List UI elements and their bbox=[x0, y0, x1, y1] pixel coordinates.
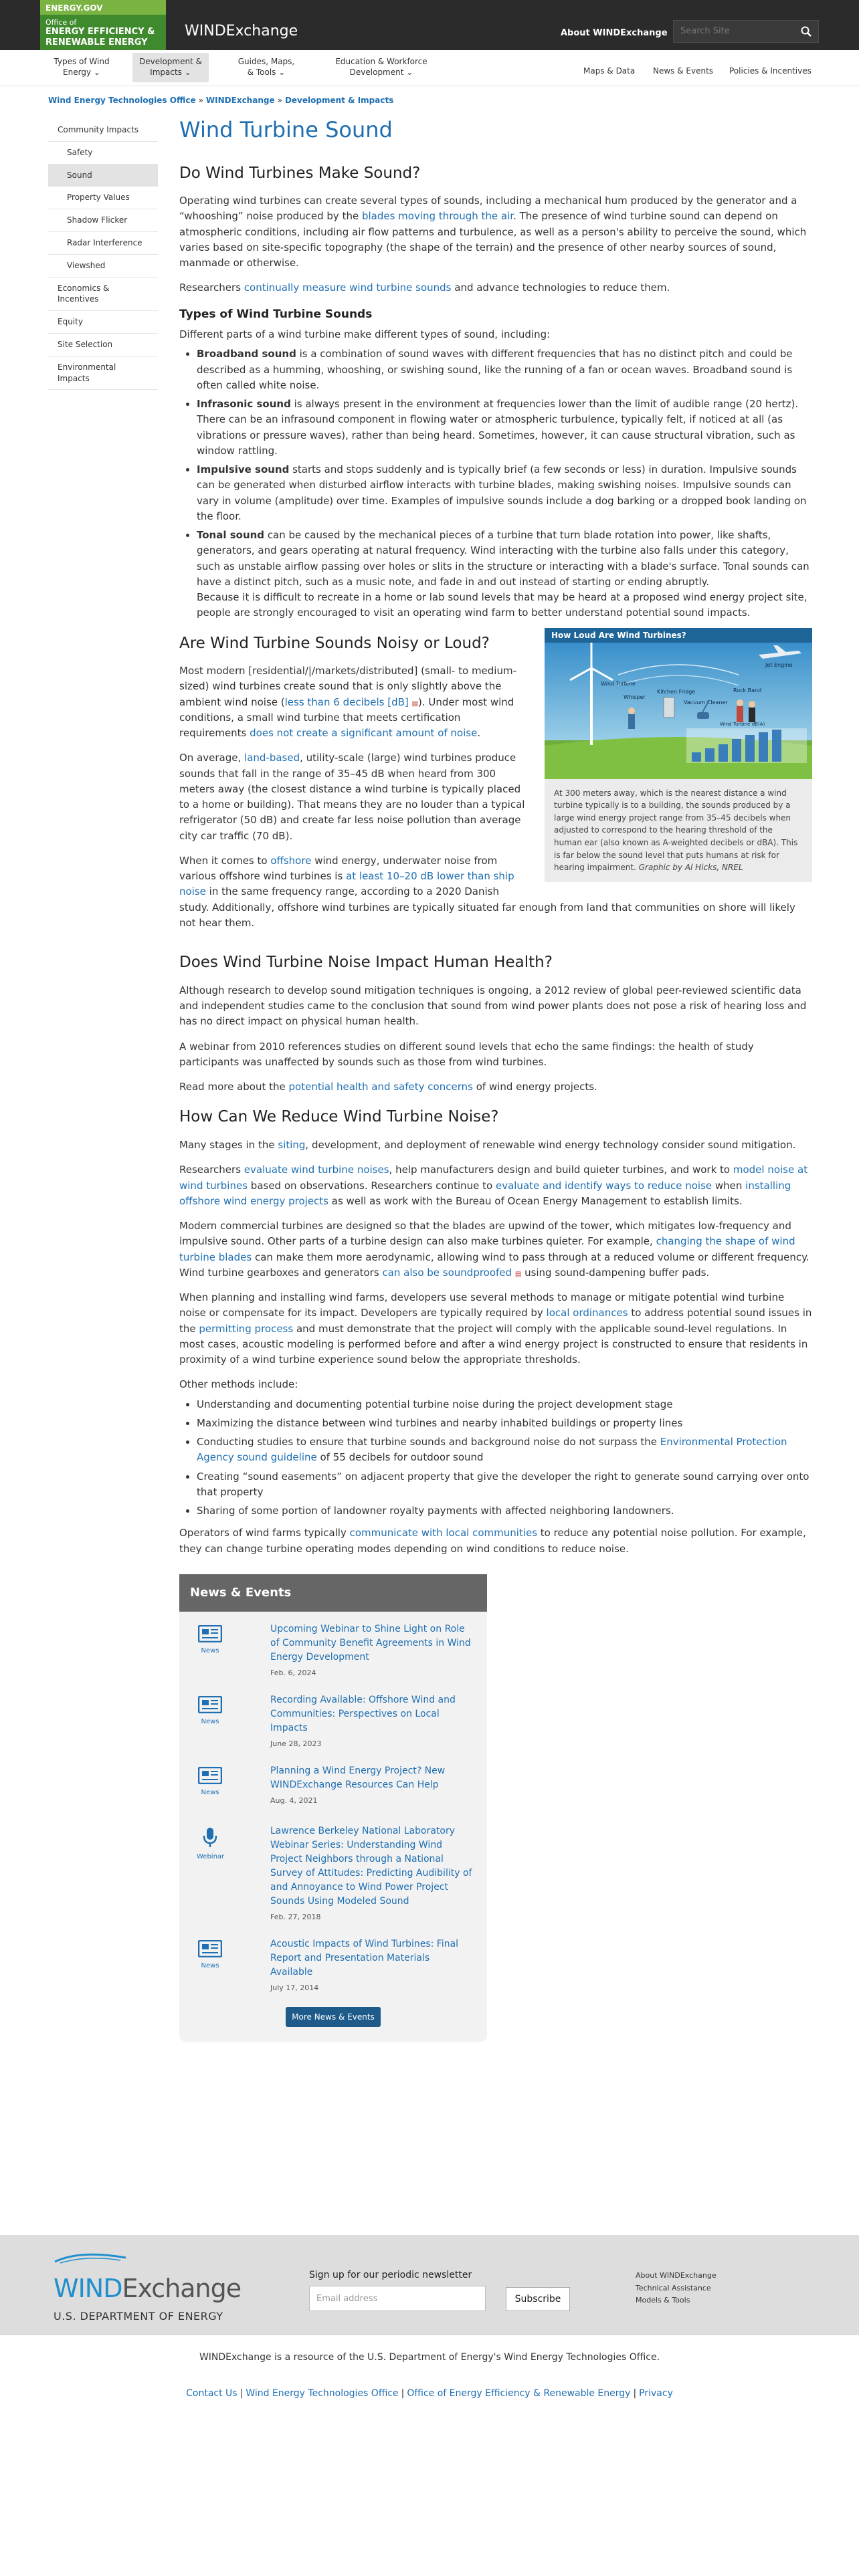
paragraph bbox=[179, 1290, 812, 1368]
news-title-link[interactable]: Planning a Wind Energy Project? New WINDExchange Resources Can Help bbox=[270, 1765, 446, 1790]
breadcrumb-link[interactable]: WINDExchange bbox=[205, 96, 275, 105]
main-content bbox=[179, 114, 812, 2042]
energy-gov-label: ENERGY.GOV bbox=[40, 0, 166, 15]
list-item: • Creating “sound easements” on adjacent property that give the developer the right to generate sound carrying over onto that property bbox=[197, 1469, 812, 1501]
news-type: News bbox=[201, 1647, 219, 1655]
subscribe-button[interactable]: Subscribe bbox=[506, 2287, 570, 2311]
text: and advance technologies to reduce them. bbox=[451, 282, 670, 294]
news-type: News bbox=[201, 1789, 219, 1797]
text: , help manufacturers design and build quieter turbines, and work to bbox=[389, 1164, 733, 1176]
text: Operators of wind farms typically bbox=[179, 1527, 350, 1539]
text: can make them more aerodynamic, allowing wind to pass through at a reduced volume or different frequency. Wind turbine gearboxes and generators bbox=[179, 1251, 809, 1279]
search-input[interactable] bbox=[674, 21, 794, 41]
sidebar-item-safety[interactable]: Safety bbox=[48, 142, 158, 165]
link[interactable]: siting bbox=[278, 1139, 306, 1151]
news-title-link[interactable]: Recording Available: Offshore Wind and Communities: Perspectives on Local Impacts bbox=[270, 1694, 456, 1733]
nav-label: Types of Wind bbox=[54, 57, 110, 66]
text: when bbox=[712, 1179, 746, 1192]
newspaper-icon bbox=[197, 1767, 223, 1798]
figure-caption bbox=[545, 779, 812, 882]
news-item bbox=[179, 1683, 487, 1753]
text: Conducting studies to ensure that turbine sounds and background noise do not surpass the bbox=[197, 1436, 660, 1448]
link[interactable]: blades moving through the air bbox=[361, 210, 514, 223]
office-line1: Office of bbox=[45, 18, 77, 27]
news-heading: News & Events bbox=[179, 1574, 487, 1612]
news-title-link[interactable]: Acoustic Impacts of Wind Turbines: Final Report and Presentation Materials Available bbox=[270, 1938, 459, 1977]
text: Because it is difficult to recreate in a home or lab sound levels that may be heard at a proposed wind energy project site, people are strongly encouraged to visit an operating wind farm to better understand potential sound impacts. bbox=[197, 591, 807, 619]
link[interactable]: evaluate wind turbine noises bbox=[244, 1164, 389, 1176]
paragraph bbox=[179, 1162, 812, 1209]
link[interactable]: local ordinances bbox=[546, 1307, 628, 1319]
pdf-icon: ▤ bbox=[411, 700, 419, 708]
section-heading: Are Wind Turbine Sounds Noisy or Loud? bbox=[179, 634, 490, 652]
link[interactable]: communicate with local communities bbox=[349, 1527, 538, 1539]
footer-link[interactable]: About WINDExchange bbox=[636, 2271, 717, 2280]
nav-label: & Tools bbox=[247, 67, 276, 77]
news-item bbox=[179, 1927, 487, 1998]
sidebar-item-viewshed[interactable]: Viewshed bbox=[48, 255, 158, 278]
paragraph: Other methods include: bbox=[179, 1378, 298, 1391]
link[interactable]: installing offshore wind energy projects bbox=[179, 1179, 791, 1207]
figure-label: Kitchen Fridge bbox=[657, 688, 696, 695]
chevron-down-icon: ⌄ bbox=[93, 67, 100, 77]
text: Modern commercial turbines are designed so that the blades are upwind of the tower, which mitigates low-frequency and impulsive sound. Other parts of a turbine design can also make turbines quieter. For example, bbox=[179, 1220, 791, 1248]
news-item bbox=[179, 1612, 487, 1683]
paragraph: Although research to develop sound mitigation techniques is ongoing, a 2012 review of global peer-reviewed scientific data and independent studies came to the conclusion that sound from wind power plants does not pose a risk of hearing loss and has no direct impact on physical human health. bbox=[179, 984, 807, 1028]
list-item bbox=[197, 1434, 812, 1466]
list-item bbox=[197, 462, 812, 524]
link[interactable]: changing the shape of wind turbine blades bbox=[179, 1235, 795, 1263]
text: Researchers bbox=[179, 1164, 244, 1176]
news-title-link[interactable]: Upcoming Webinar to Shine Light on Role of Community Benefit Agreements in Wind Energy Development bbox=[270, 1623, 471, 1662]
weto-link[interactable]: Wind Energy Technologies Office bbox=[246, 2388, 399, 2399]
nav-guides-maps-tools[interactable] bbox=[227, 57, 305, 78]
text: to address potential sound issues in the bbox=[179, 1307, 812, 1335]
nav-maps-data[interactable]: Maps & Data bbox=[583, 66, 636, 76]
nav-education-workforce[interactable] bbox=[322, 57, 440, 78]
news-date: Aug. 4, 2021 bbox=[270, 1796, 318, 1805]
nav-development-impacts[interactable] bbox=[132, 53, 209, 82]
search-box bbox=[673, 20, 819, 43]
methods-list bbox=[197, 1397, 812, 1519]
sidebar bbox=[48, 119, 158, 390]
sidebar-item-sound[interactable]: Sound bbox=[48, 165, 158, 187]
link[interactable]: offshore bbox=[270, 854, 312, 867]
link[interactable]: potential health and safety concerns bbox=[288, 1081, 473, 1093]
news-item bbox=[179, 1753, 487, 1814]
link[interactable]: evaluate and identify ways to reduce noise bbox=[495, 1179, 712, 1192]
text: of wind energy projects. bbox=[472, 1081, 597, 1093]
logo-wind: WIND bbox=[54, 2274, 122, 2304]
paragraph bbox=[179, 1218, 812, 1281]
footer-link[interactable]: Models & Tools bbox=[636, 2296, 690, 2305]
eere-logo[interactable] bbox=[40, 0, 166, 50]
term: Impulsive sound bbox=[197, 463, 290, 476]
breadcrumb: Wind Energy Technologies Office » WINDExchange » Development & Impacts bbox=[48, 96, 394, 105]
link[interactable]: permitting process bbox=[199, 1322, 294, 1335]
news-date: Feb. 6, 2024 bbox=[270, 1668, 316, 1677]
list-item bbox=[197, 397, 812, 459]
sidebar-item-radar-interference[interactable]: Radar Interference bbox=[48, 232, 158, 255]
newspaper-icon bbox=[197, 1940, 223, 1971]
logo-dept: U.S. DEPARTMENT OF ENERGY bbox=[54, 2310, 223, 2323]
text: wind energy, underwater noise from various offshore wind turbines is bbox=[179, 854, 498, 883]
breadcrumb-link[interactable]: Wind Energy Technologies Office bbox=[48, 96, 196, 105]
link[interactable]: at least 10–20 dB lower than ship noise bbox=[179, 870, 514, 898]
text: When it comes to bbox=[179, 854, 271, 867]
link[interactable]: can also be soundproofed bbox=[382, 1266, 512, 1279]
nav-policies-incentives[interactable]: Policies & Incentives bbox=[729, 66, 812, 76]
chevron-down-icon: ⌄ bbox=[184, 67, 191, 77]
text: Researchers bbox=[179, 282, 244, 294]
footer-link[interactable]: Technical Assistance bbox=[636, 2283, 711, 2292]
person-icon bbox=[628, 708, 635, 729]
paragraph bbox=[179, 193, 812, 271]
sidebar-item-economics[interactable]: Economics & Incentives bbox=[48, 278, 158, 312]
text: using sound-dampening buffer pads. bbox=[521, 1266, 710, 1279]
term: Broadband sound bbox=[197, 348, 296, 360]
news-date: July 17, 2014 bbox=[270, 1983, 319, 1992]
paragraph bbox=[179, 280, 812, 296]
paragraph: A webinar from 2010 references studies on different sound levels that echo the same findings: the health of study participants was unaffected by sounds such as those from wind turbines. bbox=[179, 1040, 754, 1068]
link[interactable]: land-based bbox=[244, 752, 300, 764]
privacy-link[interactable]: Privacy bbox=[639, 2388, 673, 2399]
news-type: News bbox=[201, 1718, 219, 1726]
figure-label: Rock Band bbox=[733, 687, 762, 693]
text: can be caused by the mechanical pieces of a turbine that turn blade rotation into power, like shafts, generators, and gears operating at natural frequency. Wind interacting with the turbine also falls under this category, such as unstable airflow passing over holes or slits in the structure or interacting with a blade's surface. Tonal sounds can have a distinct pitch, such as a music note, and fade in and out instead of starting or ending abruptly. bbox=[197, 529, 809, 588]
text: . bbox=[477, 727, 481, 740]
text: is always present in the environment at frequencies lower than the limit of audible range (20 hertz). There can be an infrasound component in flowing water or atmospheric turbulence, typically felt, if noticed at all (as vibrations or pressure waves), rather than being heard. Sometimes, however, it can cause structural vibration, such as window rattling. bbox=[197, 398, 799, 457]
list-item bbox=[197, 528, 812, 621]
sidebar-item-environmental-impacts[interactable]: Environmental Impacts bbox=[48, 356, 158, 391]
news-date: June 28, 2023 bbox=[270, 1739, 322, 1748]
sidebar-item-shadow-flicker[interactable]: Shadow Flicker bbox=[48, 209, 158, 232]
text: Operating wind turbines can create several types of sounds, including a mechanical hum produced by the generator and a “whooshing” noise produced by the bbox=[179, 195, 797, 223]
caption-text: At 300 meters away, which is the nearest distance a wind turbine typically is to a building, the sounds produced by a large wind energy project range from 35–45 decibels when adjusted to correspond to the hearing threshold of the human ear (also known as A-weighted decibels or dBA). This is far below the sound level that puts humans at risk for hearing impairment. bbox=[554, 788, 798, 873]
nav-types-of-wind-energy[interactable] bbox=[41, 57, 122, 78]
subsection-heading: Types of Wind Turbine Sounds bbox=[179, 307, 373, 321]
eere-link[interactable]: Office of Energy Efficiency & Renewable Energy bbox=[407, 2388, 631, 2399]
news-type: Webinar bbox=[197, 1853, 225, 1861]
more-news-button[interactable]: More News & Events bbox=[286, 2007, 381, 2028]
nav-label: Education & Workforce bbox=[335, 57, 427, 66]
nav-label: Development & bbox=[139, 57, 202, 66]
text: . The presence of wind turbine sound can depend on atmospheric conditions, including air flow patterns and turbulence, as well as a person's ability to perceive the sound, which varies based on site-specific topography (the shape of the terrain) and the presence of other nearby sources of sound, manmade or otherwise. bbox=[179, 210, 807, 270]
paragraph bbox=[179, 1079, 812, 1095]
wind-swoosh-icon bbox=[54, 2252, 127, 2264]
microphone-icon bbox=[197, 1827, 223, 1862]
news-events-panel bbox=[179, 1574, 487, 2042]
link[interactable]: model noise at wind turbines bbox=[179, 1164, 808, 1192]
list-item bbox=[197, 346, 812, 393]
search-icon[interactable] bbox=[801, 26, 812, 41]
term: Tonal sound bbox=[197, 529, 265, 542]
nav-label: Guides, Maps, bbox=[237, 57, 295, 66]
chart-label: Wind Turbine dB(A) bbox=[720, 721, 765, 727]
news-item bbox=[179, 1814, 487, 1927]
footer-links bbox=[636, 2270, 717, 2307]
text: On average, bbox=[179, 752, 245, 764]
figure-title: How Loud Are Wind Turbines? bbox=[551, 630, 686, 640]
how-loud-graphic bbox=[545, 628, 812, 779]
main-nav bbox=[0, 50, 859, 86]
text: and must demonstrate that the project will comply with the applicable sound-level regulations. In most cases, acoustic modeling is performed before and after a wind energy project is constructed to ensure that residents in proximity of a wind turbine experience sound below the appropriate thresholds. bbox=[179, 1322, 808, 1366]
section-heading: Does Wind Turbine Noise Impact Human Health? bbox=[179, 954, 553, 972]
bottom-links: Contact Us | Wind Energy Technologies Office | Office of Energy Efficiency & Renewable Energy | Privacy bbox=[186, 2388, 673, 2399]
resource-statement: WINDExchange is a resource of the U.S. Department of Energy's Wind Energy Technologies Office. bbox=[199, 2352, 660, 2363]
figure-label: Whisper bbox=[624, 693, 646, 700]
footer bbox=[0, 2235, 859, 2335]
news-date: Feb. 27, 2018 bbox=[270, 1912, 321, 1921]
logo-text bbox=[54, 2269, 241, 2309]
text: , utility-scale (large) wind turbines produce sounds that fall in the range of 35–45 dB when heard from 300 meters away (the closest distance a wind turbine is typically placed to a home or building). That means they are no louder than a typical refrigerator (50 dB) and create far less noise pollution than average city car traffic (70 dB). bbox=[179, 752, 525, 842]
text: starts and stops suddenly and is typically brief (a few seconds or less) in duration. Impulsive sounds can be generated when disturbed airflow interacts with turbine blades, making swishing noises. Impulsive sounds can vary in volume (amplitude) over time. Examples of impulsive sounds include a dog barking or a dropped book landing on the floor. bbox=[197, 463, 807, 522]
list-item: • Sharing of some portion of landowner royalty payments with affected neighboring landowners. bbox=[197, 1503, 812, 1519]
newsletter-label: Sign up for our periodic newsletter bbox=[309, 2270, 472, 2280]
fridge-icon bbox=[664, 697, 674, 718]
text: is a combination of sound waves with different frequencies that has no distinct pitch and could be described as a humming, whooshing, or swishing sound, like the running of a fan or ocean waves. Broadband sound is often called white noise. bbox=[197, 348, 793, 391]
figure-how-loud bbox=[545, 628, 812, 882]
text: , development, and deployment of renewable wind energy technology consider sound mitigation. bbox=[305, 1139, 796, 1151]
text: based on observations. Researchers continue to bbox=[248, 1179, 496, 1192]
link[interactable]: Environmental Protection Agency sound guideline bbox=[197, 1436, 787, 1464]
section-heading: How Can We Reduce Wind Turbine Noise? bbox=[179, 1108, 499, 1126]
link[interactable]: less than 6 decibels [dB] bbox=[284, 695, 409, 708]
email-input[interactable]: Email address bbox=[309, 2286, 486, 2311]
paragraph bbox=[179, 1138, 812, 1153]
sidebar-item-community-impacts[interactable]: Community Impacts bbox=[48, 119, 158, 142]
top-header bbox=[0, 0, 859, 50]
breadcrumb-link[interactable]: Development & Impacts bbox=[284, 96, 394, 105]
chevron-down-icon: ⌄ bbox=[278, 67, 286, 77]
nav-label: Development bbox=[349, 67, 404, 77]
text: in the same frequency range, according to a 2020 Danish study. Additionally, offshore wind turbines are typically situated far enough from land that communities on shore will likely not hear them. bbox=[179, 885, 795, 929]
page-title: Wind Turbine Sound bbox=[179, 117, 393, 142]
windexchange-logo[interactable] bbox=[54, 2252, 241, 2325]
sidebar-item-property-values[interactable]: Property Values bbox=[48, 187, 158, 209]
list-item: • Understanding and documenting potential turbine noise during the project development stage bbox=[197, 1397, 812, 1412]
text: ). Under most wind conditions, a small wind turbine that meets certification requirements bbox=[179, 695, 514, 740]
newspaper-icon bbox=[197, 1625, 223, 1656]
contact-link[interactable]: Contact Us bbox=[186, 2388, 237, 2399]
figure-label: Vacuum Cleaner bbox=[684, 699, 728, 706]
text: When planning and installing wind farms, developers use several methods to manage or mitigate potential wind turbine noise or compensate for its impact. Developers are typically required by bbox=[179, 1291, 785, 1319]
link[interactable]: does not create a significant amount of noise bbox=[250, 727, 478, 740]
office-line3: RENEWABLE ENERGY bbox=[45, 37, 148, 47]
sidebar-item-equity[interactable]: Equity bbox=[48, 311, 158, 334]
about-link[interactable]: About WINDExchange bbox=[561, 28, 668, 38]
text: Many stages in the bbox=[179, 1139, 278, 1151]
site-title[interactable]: WINDExchange bbox=[185, 23, 298, 39]
text: to reduce any potential noise pollution. For example, they can change turbine operating modes depending on wind conditions to reduce noise. bbox=[179, 1527, 806, 1555]
chevron-down-icon: ⌄ bbox=[406, 67, 413, 77]
nav-label: Impacts bbox=[150, 67, 182, 77]
text: of 55 decibels for outdoor sound bbox=[316, 1451, 484, 1464]
nav-label: Energy bbox=[63, 67, 92, 77]
logo-exchange: Exchange bbox=[122, 2274, 242, 2304]
paragraph: Different parts of a wind turbine make different types of sound, including: bbox=[179, 328, 551, 341]
link[interactable]: continually measure wind turbine sounds bbox=[244, 282, 452, 294]
figure-label: Wind Turbine bbox=[601, 680, 636, 687]
newspaper-icon bbox=[197, 1696, 223, 1727]
sound-types-list bbox=[197, 346, 812, 621]
text: as well as work with the Bureau of Ocean Energy Management to establish limits. bbox=[328, 1194, 743, 1207]
text: Most modern [residential/|/markets/distributed] (small- to medium-sized) wind turbines create sound that is only slightly above the ambient wind noise ( bbox=[179, 665, 517, 708]
term: Infrasonic sound bbox=[197, 398, 291, 411]
text: Read more about the bbox=[179, 1081, 289, 1093]
office-name bbox=[40, 15, 166, 50]
figure-label: Jet Engine bbox=[765, 661, 793, 668]
nav-news-events[interactable]: News & Events bbox=[653, 66, 714, 76]
news-title-link[interactable]: Lawrence Berkeley National Laboratory Webinar Series: Understanding Wind Project Neighbors through a National Survey of Attitudes: Predicting Audibility of and Annoyance to Wind Power Project Sounds Using Modeled Sound bbox=[270, 1825, 472, 1907]
pdf-icon: ▤ bbox=[514, 1270, 522, 1278]
section-heading: Do Wind Turbines Make Sound? bbox=[179, 164, 421, 182]
news-type: News bbox=[201, 1962, 219, 1970]
caption-credit: Graphic by Al Hicks, NREL bbox=[638, 863, 743, 873]
sidebar-item-site-selection[interactable]: Site Selection bbox=[48, 334, 158, 356]
paragraph bbox=[179, 1525, 812, 1557]
list-item: • Maximizing the distance between wind turbines and nearby inhabited buildings or property lines bbox=[197, 1416, 812, 1431]
office-line2: ENERGY EFFICIENCY & bbox=[45, 27, 155, 37]
